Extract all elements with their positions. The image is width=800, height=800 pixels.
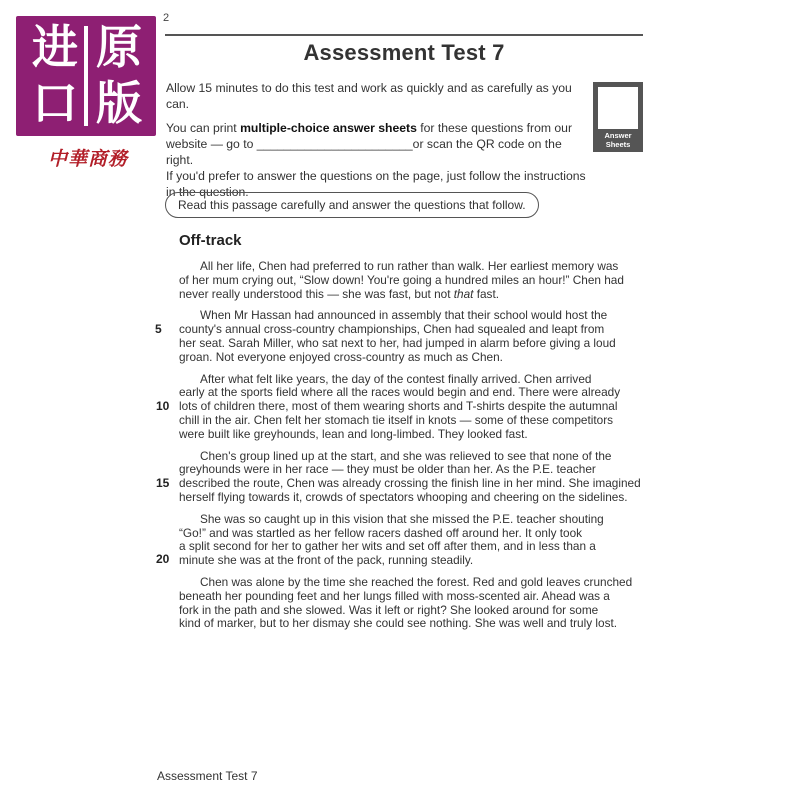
answer-sheet-note [166, 120, 591, 200]
passage-line: described the route, Chen was already crossing the finish line in her mind. She imagined [179, 476, 641, 491]
logo-char: 版 [96, 76, 142, 130]
passage-title: Off-track [179, 232, 242, 249]
logo-book-spine [84, 26, 88, 126]
passage-line: were built like greyhounds, lean and long-limbed. They looked fast. [179, 426, 528, 441]
passage-paragraph [179, 309, 635, 364]
logo-char: 原 [96, 20, 142, 74]
passage-line [179, 288, 635, 302]
test-intro [166, 80, 591, 200]
qr-label-line: Answer [604, 131, 632, 140]
passage-line: beneath her pounding feet and her lungs filled with moss-scented air. Ahead was a [179, 588, 610, 603]
passage-line: county's annual cross-country championships, Chen had squealed and leapt from [179, 322, 605, 337]
passage-paragraph [179, 513, 635, 568]
time-instruction: Allow 15 minutes to do this test and work as quickly and as carefully as you can. [166, 81, 572, 111]
line-number: 15 [156, 476, 170, 490]
line-number: 10 [156, 399, 170, 413]
passage-text: never really understood this — she was fast, but not [179, 286, 454, 301]
passage-paragraph [179, 373, 635, 442]
passage-body [179, 259, 641, 639]
passage-line: of her mum crying out, “Slow down! You're going a hundred miles an hour!” Chen had [179, 272, 624, 287]
passage-emphasis: that [453, 286, 474, 301]
passage-line: kind of marker, but to her dismay she could see nothing. She was well and truly lost. [179, 616, 618, 631]
passage-text: fast. [473, 286, 500, 301]
website-line: website — go to _______________________or scan the QR code on the right. [166, 137, 562, 167]
qr-label-line: Sheets [605, 140, 631, 149]
passage-paragraph [179, 260, 635, 301]
passage-line: groan. Not everyone enjoyed cross-country as much as Chen. [179, 349, 503, 364]
passage-line: herself flying towards it, crowds of spectators whooping and cheering on the sidelines. [179, 489, 628, 504]
logo-badge [16, 16, 156, 136]
logo-char: 口 [32, 76, 78, 130]
passage-line: Chen was alone by the time she reached the forest. Red and gold leaves crunched [200, 574, 633, 589]
passage-line: greyhounds were in her race — they must be older than her. As the P.E. teacher [179, 462, 596, 477]
passage-line: a split second for her to gather her wits and set off after them, and in less than a [179, 539, 596, 554]
logo-tagline: 中華商務 [47, 148, 128, 170]
passage-line: When Mr Hassan had announced in assembly that their school would host the [200, 308, 608, 323]
answer-sheet-text: You can print [166, 121, 241, 135]
logo-char: 进 [32, 20, 78, 74]
passage-line: chill in the air. Chen felt her stomach tie itself in knots — some of these competitors [179, 412, 614, 427]
passage-paragraph [179, 448, 641, 505]
header-rule [165, 34, 643, 36]
reading-instruction: Read this passage carefully and answer the questions that follow. [165, 192, 539, 218]
corner-mark: 2 [163, 12, 170, 24]
qr-label [593, 131, 643, 149]
line-number: 20 [156, 552, 170, 566]
answer-sheet-emphasis: multiple-choice answer sheets [240, 121, 417, 135]
passage-paragraph [179, 576, 635, 631]
passage-line: fork in the path and she slowed. Was it left or right? She looked around for some [179, 602, 599, 617]
passage-line: “Go!” and was startled as her fellow racers dashed off around her. It only took [179, 525, 583, 540]
qr-code-placeholder [598, 87, 638, 129]
line-number: 5 [155, 322, 162, 336]
page-answer-line: If you'd prefer to answer the questions on the page, just follow the instructions [166, 169, 586, 183]
passage-line: She was so caught up in this vision that she missed the P.E. teacher shouting [200, 511, 604, 526]
passage-line: lots of children there, most of them wearing shorts and T-shirts despite the autumnal [179, 399, 618, 414]
page-answer-line: in the question. [166, 185, 249, 199]
qr-code-box[interactable] [593, 82, 643, 152]
passage-line: her seat. Sarah Miller, who sat next to her, had jumped in alarm before giving a loud [179, 335, 616, 350]
passage-line: After what felt like years, the day of the contest finally arrived. Chen arrived [200, 371, 592, 386]
passage-line: early at the sports field where all the races would begin and end. There were already [179, 385, 621, 400]
answer-sheet-text: for these questions from our [416, 121, 573, 135]
publisher-logo [14, 14, 162, 170]
passage-line: minute she was at the front of the pack, running steadily. [179, 553, 474, 568]
page-title: Assessment Test 7 [303, 40, 505, 65]
passage-line: All her life, Chen had preferred to run rather than walk. Her earliest memory was [200, 259, 619, 273]
page-footer: Assessment Test 7 [157, 769, 258, 783]
passage-line: Chen's group lined up at the start, and she was relieved to see that none of the [200, 448, 612, 463]
